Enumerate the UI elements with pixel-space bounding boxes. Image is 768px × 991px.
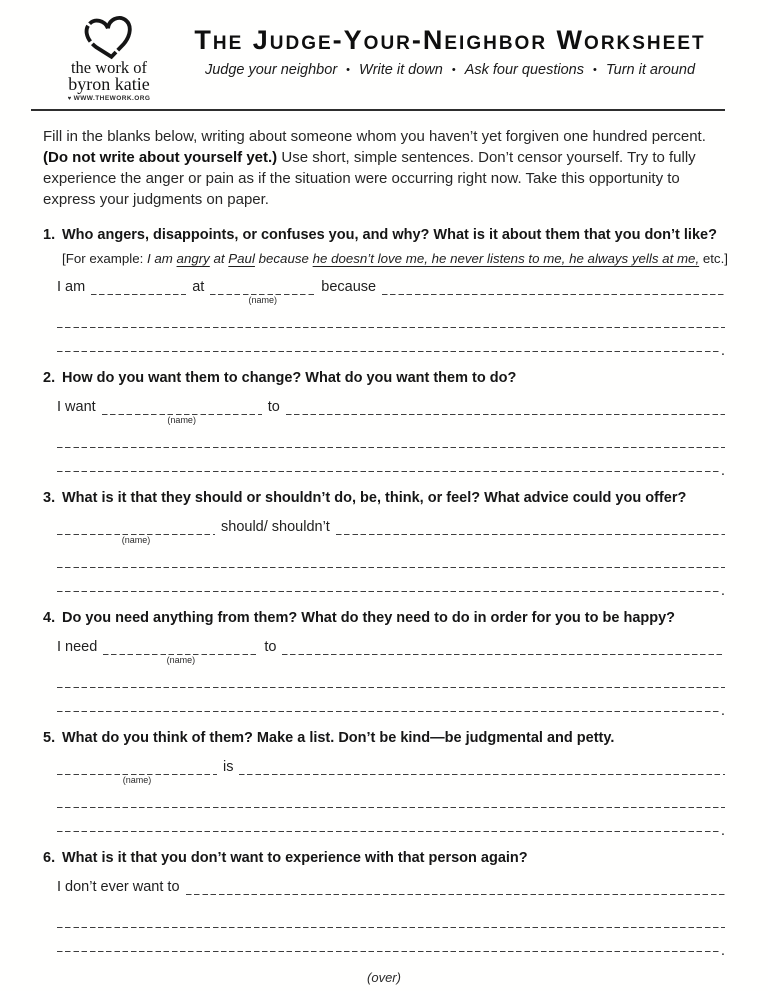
end-period: . xyxy=(720,822,725,839)
fill-row xyxy=(57,520,725,544)
tagline-item: Write it down xyxy=(359,62,443,78)
question-heading-row xyxy=(43,227,725,244)
fill-label: to xyxy=(264,639,277,655)
header xyxy=(43,12,725,103)
logo xyxy=(43,12,175,103)
question-block xyxy=(43,370,725,479)
question-heading-row xyxy=(43,610,725,627)
name-sublabel: (name) xyxy=(122,775,152,785)
example-text xyxy=(62,251,728,267)
example-segment: etc.] xyxy=(699,251,728,266)
question-heading: What is it that you don’t want to experience with that person again? xyxy=(62,850,528,866)
question-number: 3. xyxy=(43,490,56,506)
blank-line xyxy=(57,760,217,785)
website-text: WWW.THEWORK.ORG xyxy=(73,95,151,102)
example-segment: at xyxy=(209,251,229,266)
example-segment: he doesn’t love me, he never listens to me, he always yells at me, xyxy=(312,251,700,266)
fill-label: I need xyxy=(57,639,98,655)
blank-line xyxy=(57,697,720,712)
write-line xyxy=(57,424,725,448)
write-line xyxy=(57,928,725,959)
tiny-heart-icon: ♥ xyxy=(67,96,72,102)
blank-line xyxy=(57,313,725,328)
name-sublabel: (name) xyxy=(166,655,196,665)
blank-line xyxy=(57,793,725,808)
write-line xyxy=(57,544,725,568)
intro-text-bold: (Do not write about yourself yet.) xyxy=(43,149,278,166)
blank-line xyxy=(57,817,720,832)
question-heading: Who angers, disappoints, or confuses you, and why? What is it about them that you don’t like? xyxy=(62,227,717,243)
logo-wordmark xyxy=(43,60,175,93)
fill-label: to xyxy=(267,399,280,415)
question-number: 6. xyxy=(43,850,56,866)
end-period: . xyxy=(720,942,725,959)
fill-label: I want xyxy=(57,399,96,415)
blank-line xyxy=(239,760,725,775)
bullet-separator: • xyxy=(451,64,456,76)
logo-line-2: byron katie xyxy=(68,74,150,94)
end-period: . xyxy=(720,582,725,599)
blank-line xyxy=(57,457,720,472)
name-sublabel: (name) xyxy=(167,415,196,425)
blank-line xyxy=(57,673,725,688)
blank-line xyxy=(286,400,725,415)
fill-label: because xyxy=(321,279,377,295)
name-sublabel: (name) xyxy=(121,535,151,545)
heart-icon xyxy=(43,14,175,60)
example-segment: angry xyxy=(176,251,210,266)
example-segment: Paul xyxy=(228,251,255,266)
write-line xyxy=(57,328,725,359)
intro-text-post: Use short, simple sentences. Don’t censor yourself. Try to fully experience the anger or pain as if the situation were occurring right now. Take this opportunity to express your judgments on paper. xyxy=(43,149,696,208)
question-number: 5. xyxy=(43,730,56,746)
fill-row xyxy=(57,760,725,784)
question-number: 2. xyxy=(43,370,56,386)
write-line xyxy=(57,688,725,719)
blank-line xyxy=(102,400,262,425)
over-note: (over) xyxy=(367,970,401,985)
blank-line xyxy=(57,577,720,592)
end-period: . xyxy=(720,702,725,719)
questions-list xyxy=(43,227,728,959)
blank-line xyxy=(57,337,720,352)
tagline-item: Judge your neighbor xyxy=(204,62,338,78)
write-line xyxy=(57,304,725,328)
tagline-item: Turn it around xyxy=(605,62,696,78)
end-period: . xyxy=(720,342,725,359)
logo-website xyxy=(43,95,175,103)
write-line xyxy=(57,664,725,688)
tagline-item: Ask four questions xyxy=(464,62,584,78)
example-segment: [For example: xyxy=(62,251,147,266)
write-line xyxy=(57,904,725,928)
example-segment: because xyxy=(254,251,313,266)
fill-row xyxy=(57,880,725,904)
write-line xyxy=(57,448,725,479)
question-block xyxy=(43,610,725,719)
fill-label: is xyxy=(223,759,234,775)
fill-label: I don’t ever want to xyxy=(57,879,180,895)
blank-line xyxy=(210,280,315,305)
logo-line-1: the work of xyxy=(70,58,148,77)
blank-line xyxy=(57,433,725,448)
question-heading-row xyxy=(43,490,725,507)
write-line xyxy=(57,568,725,599)
question-heading-row xyxy=(43,850,725,867)
blank-line xyxy=(186,880,725,895)
fill-row xyxy=(57,400,725,424)
end-period: . xyxy=(720,462,725,479)
name-sublabel: (name) xyxy=(248,295,278,305)
fill-label: should/ shouldn’t xyxy=(221,519,330,535)
blank-line xyxy=(382,280,725,295)
question-heading: What is it that they should or shouldn’t do, be, think, or feel? What advice could you offer? xyxy=(62,490,687,506)
fill-label: I am xyxy=(57,279,86,295)
question-heading: What do you think of them? Make a list. Don’t be kind—be judgmental and petty. xyxy=(62,730,615,746)
blank-line xyxy=(57,913,725,928)
example-segment: I am xyxy=(146,251,177,266)
question-block xyxy=(43,227,728,359)
bullet-separator: • xyxy=(592,64,597,76)
question-heading-row xyxy=(43,370,725,387)
blank-line xyxy=(57,553,725,568)
tagline xyxy=(175,62,725,78)
question-block xyxy=(43,730,725,839)
fill-row xyxy=(57,640,725,664)
question-heading-row xyxy=(43,730,725,747)
fill-label: at xyxy=(192,279,205,295)
intro-paragraph xyxy=(43,126,725,210)
header-divider xyxy=(31,109,725,111)
question-heading: How do you want them to change? What do you want them to do? xyxy=(62,370,517,386)
blank-line xyxy=(282,640,725,655)
question-block xyxy=(43,490,725,599)
bullet-separator: • xyxy=(346,64,351,76)
question-heading: Do you need anything from them? What do they need to do in order for you to be happy? xyxy=(62,610,676,626)
question-number: 1. xyxy=(43,227,56,243)
intro-text-pre: Fill in the blanks below, writing about someone whom you haven’t yet forgiven one hundred percent. xyxy=(43,128,706,145)
blank-line xyxy=(103,640,258,665)
fill-row xyxy=(57,280,725,304)
question-number: 4. xyxy=(43,610,56,626)
write-line xyxy=(57,784,725,808)
page-title: The Judge-Your-Neighbor Worksheet xyxy=(194,25,706,55)
write-line xyxy=(57,808,725,839)
blank-line xyxy=(91,280,186,295)
question-block xyxy=(43,850,725,959)
title-area xyxy=(175,12,725,78)
blank-line xyxy=(336,520,725,535)
blank-line xyxy=(57,520,215,545)
blank-line xyxy=(57,937,720,952)
